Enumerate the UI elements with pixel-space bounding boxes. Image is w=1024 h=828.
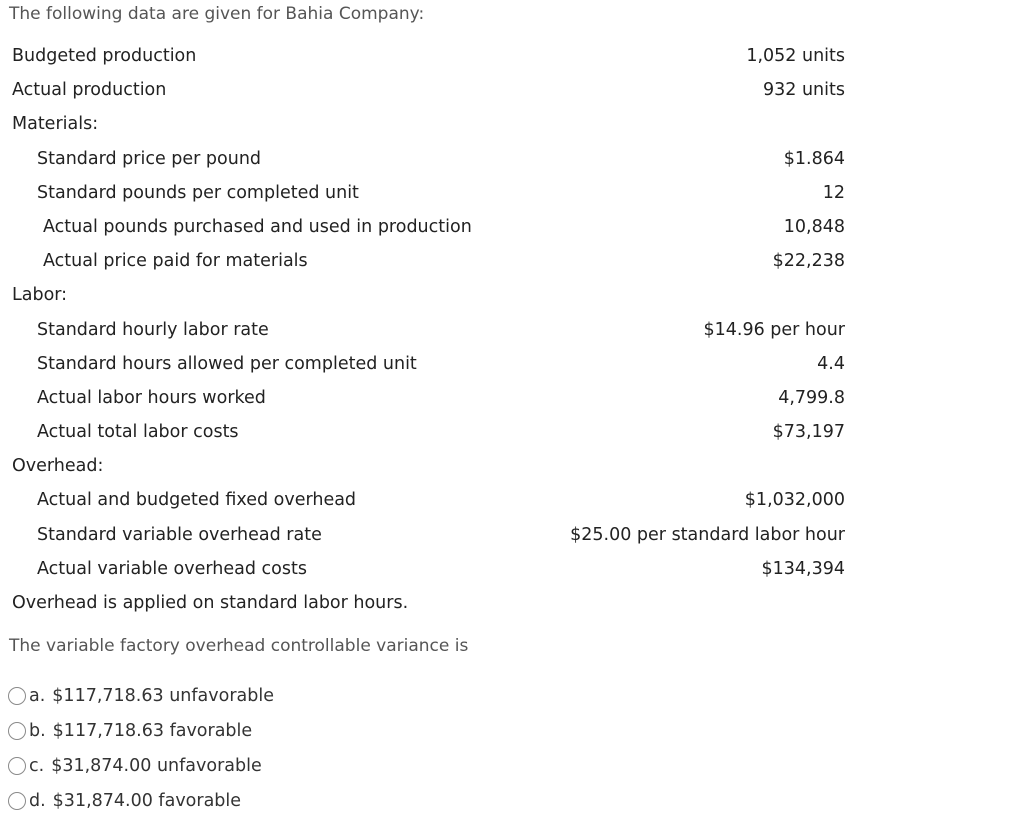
row-actual-labor-hours — [0, 382, 860, 416]
row-value: 932 units — [763, 80, 845, 101]
row-label: Actual pounds purchased and used in production — [43, 216, 472, 237]
note-text: Overhead is applied on standard labor hours. — [12, 593, 409, 613]
row-value: 4.4 — [817, 353, 845, 374]
row-label: Actual price paid for materials — [43, 251, 308, 272]
choice-text: $117,718.63 unfavorable — [52, 685, 274, 706]
choice-text: $117,718.63 favorable — [52, 720, 253, 741]
row-value: $14.96 per hour — [703, 319, 845, 340]
section-heading: Overhead: — [12, 456, 104, 477]
data-table — [0, 40, 860, 621]
row-standard-hourly-labor-rate — [0, 314, 860, 348]
choice-c[interactable] — [8, 748, 274, 783]
row-actual-variable-overhead — [0, 553, 860, 587]
choice-letter: a. — [29, 685, 46, 706]
section-materials — [0, 108, 860, 142]
radio-button-b[interactable] — [8, 722, 26, 740]
radio-button-a[interactable] — [8, 687, 26, 705]
answer-choices — [8, 678, 274, 818]
row-overhead-note — [0, 587, 860, 621]
row-label: Standard hours allowed per completed unit — [37, 353, 417, 374]
row-label: Actual labor hours worked — [37, 387, 266, 408]
row-value: $73,197 — [772, 422, 845, 443]
choice-letter: b. — [29, 720, 46, 741]
row-actual-price-paid — [0, 245, 860, 279]
row-value: $134,394 — [761, 558, 845, 579]
row-label: Standard price per pound — [37, 148, 262, 169]
section-labor — [0, 279, 860, 313]
choice-letter: c. — [29, 755, 45, 776]
row-label: Actual production — [12, 80, 167, 101]
row-label: Budgeted production — [12, 46, 197, 66]
row-label: Standard hourly labor rate — [37, 319, 269, 340]
row-label: Actual and budgeted fixed overhead — [37, 490, 357, 511]
row-value: $25.00 per standard labor hour — [570, 524, 845, 545]
choice-text: $31,874.00 unfavorable — [51, 755, 262, 776]
radio-button-d[interactable] — [8, 792, 26, 810]
row-fixed-overhead — [0, 484, 860, 518]
row-label: Standard pounds per completed unit — [37, 182, 359, 203]
question-text: The variable factory overhead controllable variance is — [9, 636, 469, 656]
row-standard-pounds-per-unit — [0, 177, 860, 211]
choice-a[interactable] — [8, 678, 274, 713]
row-value: $1.864 — [783, 148, 845, 169]
row-value: 4,799.8 — [778, 387, 845, 408]
section-heading: Labor: — [12, 285, 68, 306]
row-label: Standard variable overhead rate — [37, 524, 322, 545]
row-actual-pounds-purchased — [0, 211, 860, 245]
row-value: 12 — [822, 182, 845, 203]
radio-button-c[interactable] — [8, 757, 26, 775]
row-value: $22,238 — [772, 251, 845, 272]
row-standard-variable-overhead-rate — [0, 519, 860, 553]
section-overhead — [0, 450, 860, 484]
row-label: Actual variable overhead costs — [37, 558, 307, 579]
section-heading: Materials: — [12, 114, 99, 135]
intro-text: The following data are given for Bahia Company: — [9, 4, 425, 24]
row-actual-production — [0, 74, 860, 108]
row-value: 10,848 — [783, 216, 845, 237]
choice-d[interactable] — [8, 783, 274, 818]
choice-text: $31,874.00 favorable — [52, 790, 242, 811]
row-standard-price-per-pound — [0, 143, 860, 177]
row-budgeted-production — [0, 40, 860, 74]
row-value: $1,032,000 — [744, 490, 845, 511]
row-standard-hours-allowed — [0, 348, 860, 382]
row-value: 1,052 units — [746, 46, 845, 66]
choice-b[interactable] — [8, 713, 274, 748]
row-label: Actual total labor costs — [37, 422, 239, 443]
row-actual-total-labor-costs — [0, 416, 860, 450]
choice-letter: d. — [29, 790, 46, 811]
